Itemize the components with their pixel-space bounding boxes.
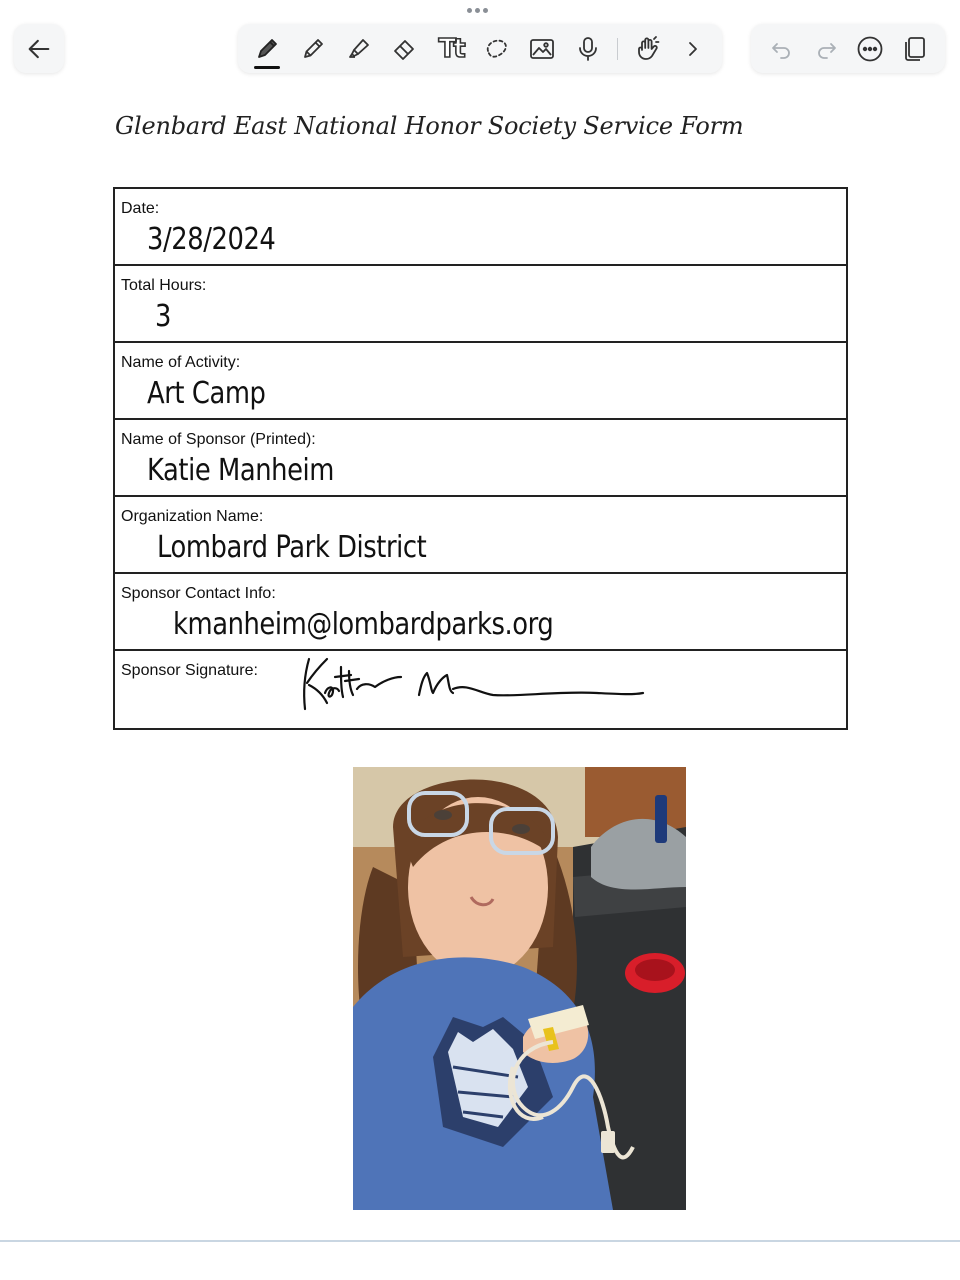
image-tool-button[interactable] — [525, 32, 559, 66]
more-tools-button[interactable] — [676, 32, 710, 66]
form-row-contact[interactable] — [115, 574, 846, 651]
total-hours-label: Total Hours: — [121, 277, 207, 294]
document-title: Glenbard East National Honor Society Service Form — [115, 112, 744, 140]
microphone-tool-button[interactable] — [571, 32, 605, 66]
touch-hand-icon — [633, 35, 661, 63]
back-button-container — [14, 24, 64, 73]
highlighter-icon — [345, 35, 373, 63]
contact-label: Sponsor Contact Info: — [121, 585, 276, 602]
form-row-date[interactable] — [115, 189, 846, 266]
lasso-tool-button[interactable] — [479, 32, 513, 66]
undo-button[interactable] — [765, 32, 799, 66]
sponsor-name-label: Name of Sponsor (Printed): — [121, 431, 316, 448]
microphone-icon — [574, 35, 602, 63]
image-icon — [528, 35, 556, 63]
touch-mode-button[interactable] — [630, 32, 664, 66]
text-tool-icon: Tt — [438, 33, 463, 64]
organization-value: Lombard Park District — [157, 530, 427, 565]
more-options-button[interactable] — [853, 32, 887, 66]
toolbar-divider — [617, 38, 618, 60]
form-row-total-hours[interactable] — [115, 266, 846, 343]
redo-icon — [812, 35, 840, 63]
form-row-organization[interactable] — [115, 497, 846, 574]
organization-label: Organization Name: — [121, 508, 264, 525]
pen-tool-button[interactable] — [250, 32, 284, 66]
pencil-icon — [299, 35, 327, 63]
eraser-icon — [391, 35, 419, 63]
volunteer-photo — [353, 767, 686, 1210]
sponsor-name-value: Katie Manheim — [147, 453, 334, 488]
service-form-table — [113, 187, 848, 730]
action-bar — [751, 24, 945, 73]
pencil-tool-button[interactable] — [296, 32, 330, 66]
form-row-signature[interactable] — [115, 651, 846, 728]
total-hours-value: 3 — [155, 299, 171, 334]
form-row-activity[interactable] — [115, 343, 846, 420]
window-grabber-handle[interactable] — [467, 8, 488, 13]
text-tool-button[interactable] — [434, 32, 468, 66]
undo-icon — [768, 35, 796, 63]
eraser-tool-button[interactable] — [388, 32, 422, 66]
sponsor-signature — [297, 653, 657, 715]
pages-button[interactable] — [897, 32, 931, 66]
activity-value: Art Camp — [147, 376, 266, 411]
tool-palette — [238, 24, 722, 73]
arrow-left-icon — [25, 35, 53, 63]
lasso-icon — [482, 35, 510, 63]
page-bottom-divider — [0, 1240, 960, 1242]
highlighter-tool-button[interactable] — [342, 32, 376, 66]
more-icon — [856, 35, 884, 63]
chevron-right-icon — [679, 35, 707, 63]
date-label: Date: — [121, 200, 160, 217]
back-button[interactable] — [22, 32, 56, 66]
contact-value: kmanheim@lombardparks.org — [173, 607, 554, 642]
pages-icon — [900, 35, 928, 63]
activity-label: Name of Activity: — [121, 354, 241, 371]
signature-label: Sponsor Signature: — [121, 662, 258, 679]
pen-icon — [253, 35, 281, 63]
redo-button[interactable] — [809, 32, 843, 66]
date-value: 3/28/2024 — [147, 222, 276, 257]
form-row-sponsor-name[interactable] — [115, 420, 846, 497]
